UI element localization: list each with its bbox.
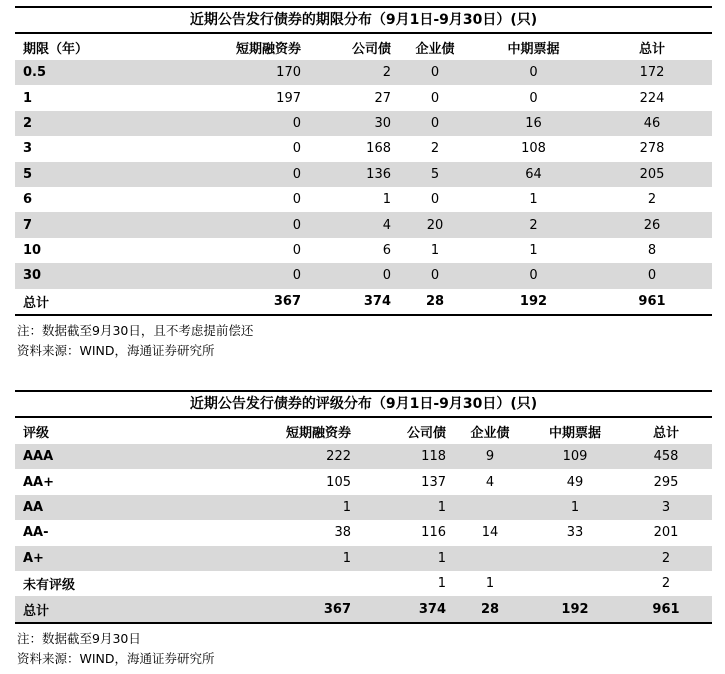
- table-cell: 0: [475, 263, 592, 288]
- table-cell: 0: [292, 192, 301, 208]
- row-label: 1: [23, 90, 33, 106]
- row-label: 10: [23, 242, 42, 258]
- table-row: [15, 111, 712, 136]
- row-label: 未有评级: [23, 578, 76, 594]
- table-cell: 222: [225, 444, 355, 469]
- row-label: 30: [15, 263, 185, 288]
- table-cell: 28: [425, 293, 445, 309]
- table-cell: 28: [450, 596, 530, 621]
- table-cell: 8: [647, 242, 657, 258]
- total-row: [15, 596, 712, 621]
- table-row: [15, 520, 712, 545]
- bottom-rule: [15, 314, 712, 316]
- column-header: 企业债: [470, 425, 510, 441]
- table-cell: 374: [355, 596, 450, 621]
- table-cell: 0: [305, 263, 395, 288]
- table-title: 近期公告发行债券的期限分布（9月1日-9月30日）(只): [189, 12, 538, 28]
- table-cell: 2: [475, 212, 592, 237]
- table-cell: 38: [334, 525, 351, 541]
- maturity-table-section: [15, 6, 712, 361]
- table-title: 近期公告发行债券的评级分布（9月1日-9月30日）(只): [189, 396, 538, 412]
- table-cell: 197: [276, 90, 301, 106]
- table-cell: 295: [653, 474, 679, 490]
- table-row: [15, 238, 712, 263]
- table-row: [15, 136, 712, 161]
- table-cell: 3: [620, 495, 712, 520]
- table-cell: 1: [437, 576, 446, 592]
- row-label: AA+: [23, 474, 55, 490]
- row-label: A+: [15, 546, 225, 571]
- table-cell: 5: [395, 162, 475, 187]
- table-cell: 30: [305, 111, 395, 136]
- table-cell: 0: [185, 162, 305, 187]
- table-cell: [450, 495, 530, 520]
- column-header: 总计: [652, 425, 679, 441]
- table-cell: 2: [430, 141, 440, 157]
- table-cell: 1: [485, 576, 495, 592]
- table-cell: 172: [592, 60, 712, 85]
- table-cell: 0: [529, 90, 538, 106]
- column-header: 总计: [638, 41, 665, 57]
- table-cell: 961: [638, 293, 666, 309]
- table-cell: 205: [592, 162, 712, 187]
- table-cell: [530, 546, 620, 571]
- table-cell: 136: [305, 162, 395, 187]
- table-cell: 46: [592, 111, 712, 136]
- table-cell: 961: [620, 596, 712, 621]
- table-cell: 49: [566, 474, 584, 490]
- table-header-row: [15, 418, 712, 444]
- table-cell: 64: [475, 162, 592, 187]
- table-cell: 374: [363, 293, 391, 309]
- table-cell: 1: [225, 495, 355, 520]
- table-cell: 0: [292, 141, 301, 157]
- note-text: 注：数据截至9月30日，且不考虑提前偿还: [17, 322, 254, 338]
- table-cell: 1: [430, 242, 440, 258]
- column-header: 中期票据: [548, 425, 601, 441]
- column-header: 评级: [23, 425, 50, 441]
- table-cell: 33: [566, 525, 584, 541]
- table-cell: 2: [647, 192, 657, 208]
- note-text: 注：数据截至9月30日: [17, 630, 141, 646]
- column-header: 公司债: [351, 41, 391, 57]
- table-cell: 0: [475, 60, 592, 85]
- table-cell: 0: [185, 111, 305, 136]
- table-cell: 2: [661, 576, 671, 592]
- table-cell: 1: [530, 495, 620, 520]
- table-cell: 367: [225, 596, 355, 621]
- table-cell: 1: [225, 546, 355, 571]
- table-cell: 0: [292, 242, 301, 258]
- table-row: [15, 469, 712, 494]
- table-cell: [225, 571, 355, 596]
- bottom-rule: [15, 622, 712, 624]
- table-cell: 224: [639, 90, 665, 106]
- row-label: 6: [23, 192, 33, 208]
- table-cell: 0: [185, 263, 305, 288]
- table-row: [15, 85, 712, 110]
- row-label: 3: [23, 141, 33, 157]
- table-cell: 1: [355, 546, 450, 571]
- table-cell: 109: [530, 444, 620, 469]
- row-label: AAA: [15, 444, 225, 469]
- maturity-table: [15, 34, 712, 314]
- table-notes: [15, 321, 712, 361]
- table-cell: 0: [592, 263, 712, 288]
- row-label: 总计: [15, 596, 225, 621]
- table-header-row: [15, 34, 712, 60]
- row-label: AA: [15, 495, 225, 520]
- table-cell: 192: [530, 596, 620, 621]
- table-cell: 0: [395, 111, 475, 136]
- table-cell: 1: [382, 192, 391, 208]
- row-label: 总计: [23, 295, 50, 311]
- table-cell: 367: [273, 293, 301, 309]
- table-cell: 0: [395, 60, 475, 85]
- table-cell: 27: [374, 90, 391, 106]
- table-cell: 20: [395, 212, 475, 237]
- column-header: 公司债: [406, 425, 446, 441]
- table-row: [15, 263, 712, 288]
- table-cell: 14: [481, 525, 499, 541]
- table-cell: 2: [305, 60, 395, 85]
- column-header: 短期融资券: [285, 425, 351, 441]
- table-cell: 105: [326, 474, 351, 490]
- table-cell: 4: [485, 474, 495, 490]
- source-text: 资料来源：WIND，海通证券研究所: [17, 650, 215, 666]
- table-cell: 0: [395, 263, 475, 288]
- table-row: [15, 60, 712, 85]
- table-cell: 192: [519, 293, 548, 309]
- table-cell: 0: [185, 212, 305, 237]
- table-cell: 116: [421, 525, 446, 541]
- row-label: 0.5: [15, 60, 185, 85]
- row-label: 7: [15, 212, 185, 237]
- table-cell: 458: [620, 444, 712, 469]
- table-row: [15, 495, 712, 520]
- table-cell: 1: [529, 192, 538, 208]
- table-cell: 137: [421, 474, 446, 490]
- table-row: [15, 162, 712, 187]
- table-cell: 26: [592, 212, 712, 237]
- table-cell: 0: [430, 90, 440, 106]
- table-row: [15, 571, 712, 596]
- table-cell: 9: [450, 444, 530, 469]
- table-cell: 0: [430, 192, 440, 208]
- table-cell: 6: [382, 242, 391, 258]
- table-cell: 278: [639, 141, 665, 157]
- column-header: 短期融资券: [235, 41, 301, 57]
- table-cell: 201: [653, 525, 679, 541]
- column-header: 企业债: [415, 41, 455, 57]
- table-cell: 2: [620, 546, 712, 571]
- source-text: 资料来源：WIND，海通证券研究所: [17, 342, 215, 358]
- total-row: [15, 289, 712, 314]
- row-label: 2: [15, 111, 185, 136]
- rating-table: [15, 418, 712, 622]
- table-row: [15, 444, 712, 469]
- table-cell: 1: [355, 495, 450, 520]
- table-cell: 170: [185, 60, 305, 85]
- table-cell: 118: [355, 444, 450, 469]
- table-cell: 108: [521, 141, 546, 157]
- table-cell: [530, 571, 620, 596]
- table-notes: [15, 629, 712, 669]
- table-row: [15, 546, 712, 571]
- table-cell: 16: [475, 111, 592, 136]
- table-cell: 1: [529, 242, 538, 258]
- table-cell: 4: [305, 212, 395, 237]
- rating-table-section: [15, 390, 712, 669]
- row-label: AA-: [23, 525, 49, 541]
- table-row: [15, 212, 712, 237]
- column-header: 中期票据: [507, 41, 560, 57]
- row-label: 5: [15, 162, 185, 187]
- table-row: [15, 187, 712, 212]
- column-header: 期限（年）: [23, 41, 89, 57]
- table-cell: [450, 546, 530, 571]
- table-cell: 168: [366, 141, 391, 157]
